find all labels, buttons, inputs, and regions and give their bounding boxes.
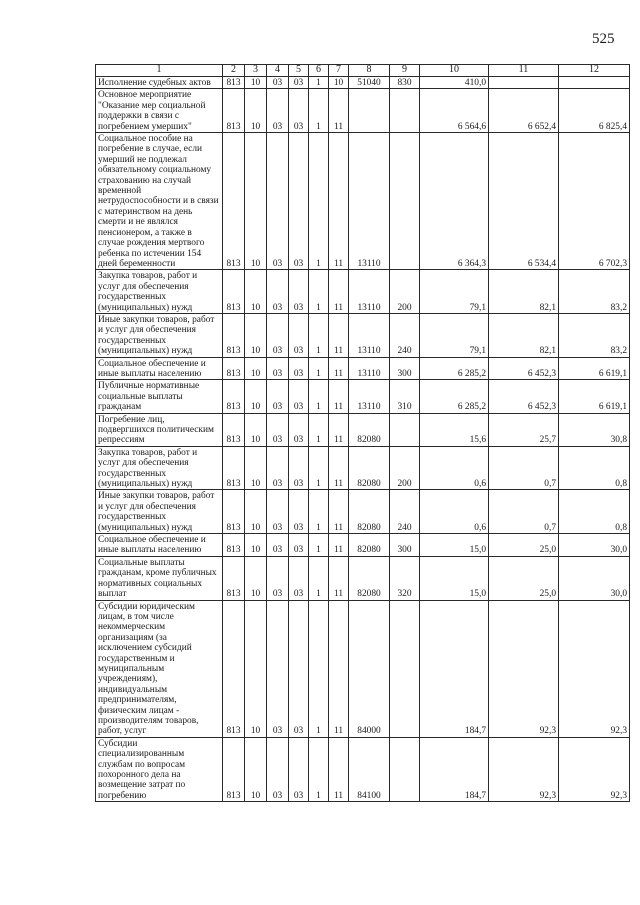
cell-c12: 6 702,3 [559,133,630,270]
cell-c11: 6 452,3 [489,380,559,413]
table-row [96,270,630,314]
cell-c2: 813 [223,77,245,89]
cell-c6: 1 [309,737,329,801]
cell-c12: 6 825,4 [559,89,630,133]
cell-c11: 25,0 [489,556,559,600]
cell-c11: 92,3 [489,600,559,737]
cell-c4: 03 [267,270,289,314]
cell-c6: 1 [309,556,329,600]
cell-c6: 1 [309,534,329,557]
cell-c9 [390,600,420,737]
cell-c8: 82080 [349,446,390,490]
cell-c9: 320 [390,556,420,600]
cell-c9 [390,89,420,133]
cell-c7: 11 [329,133,349,270]
row-name: Социальное обеспечение и иные выплаты населению [96,357,223,380]
row-name: Социальное пособие на погребение в случае, если умерший не подлежал обязательному социальному страхованию на случай временной нетрудоспособности и в связи с материнством на день смерти и не являлся пенсионером, а также в случае рождения мертвого ребенка по истечении 154 дней беременности [96,133,223,270]
cell-c9: 300 [390,534,420,557]
cell-c11: 6 534,4 [489,133,559,270]
cell-c7: 11 [329,737,349,801]
table-row [96,600,630,737]
cell-c12: 92,3 [559,737,630,801]
row-name: Иные закупки товаров, работ и услуг для обеспечения государственных (муниципальных) нужд [96,490,223,534]
cell-c5: 03 [289,556,309,600]
cell-c10: 79,1 [420,270,489,314]
cell-c11: 0,7 [489,490,559,534]
column-header: 1 [96,65,223,77]
cell-c9: 240 [390,313,420,357]
cell-c10: 0,6 [420,446,489,490]
cell-c3: 10 [245,490,267,534]
cell-c2: 813 [223,490,245,534]
cell-c10: 184,7 [420,600,489,737]
cell-c12: 0,8 [559,490,630,534]
table-row [96,737,630,801]
cell-c7: 11 [329,313,349,357]
cell-c8: 82080 [349,534,390,557]
cell-c4: 03 [267,380,289,413]
row-name: Основное мероприятие "Оказание мер социальной поддержки в связи с погребением умерших" [96,89,223,133]
table-row [96,556,630,600]
cell-c6: 1 [309,413,329,446]
cell-c5: 03 [289,133,309,270]
cell-c9 [390,413,420,446]
cell-c4: 03 [267,737,289,801]
cell-c11: 25,7 [489,413,559,446]
column-header: 6 [309,65,329,77]
cell-c3: 10 [245,313,267,357]
cell-c11: 92,3 [489,737,559,801]
cell-c8: 13110 [349,380,390,413]
cell-c7: 11 [329,357,349,380]
cell-c11: 82,1 [489,270,559,314]
budget-table [95,64,630,802]
cell-c2: 813 [223,600,245,737]
cell-c2: 813 [223,133,245,270]
cell-c2: 813 [223,89,245,133]
cell-c10: 6 564,6 [420,89,489,133]
cell-c3: 10 [245,556,267,600]
cell-c5: 03 [289,534,309,557]
cell-c10: 6 285,2 [420,380,489,413]
cell-c4: 03 [267,89,289,133]
cell-c7: 11 [329,490,349,534]
column-header: 5 [289,65,309,77]
row-name: Социальное обеспечение и иные выплаты населению [96,534,223,557]
cell-c6: 1 [309,133,329,270]
table-row [96,77,630,89]
row-name: Социальные выплаты гражданам, кроме публичных нормативных социальных выплат [96,556,223,600]
cell-c9: 200 [390,270,420,314]
row-name: Исполнение судебных актов [96,77,223,89]
cell-c9: 830 [390,77,420,89]
cell-c4: 03 [267,313,289,357]
cell-c7: 11 [329,413,349,446]
cell-c11: 6 652,4 [489,89,559,133]
cell-c11: 0,7 [489,446,559,490]
cell-c8: 13110 [349,133,390,270]
cell-c9: 310 [390,380,420,413]
cell-c8: 13110 [349,270,390,314]
cell-c5: 03 [289,313,309,357]
table-row [96,490,630,534]
cell-c6: 1 [309,270,329,314]
cell-c5: 03 [289,490,309,534]
cell-c10: 0,6 [420,490,489,534]
cell-c6: 1 [309,357,329,380]
cell-c9 [390,737,420,801]
table-row [96,534,630,557]
cell-c12: 0,8 [559,446,630,490]
cell-c6: 1 [309,89,329,133]
cell-c3: 10 [245,413,267,446]
cell-c12: 92,3 [559,600,630,737]
cell-c12: 30,8 [559,413,630,446]
row-name: Погребение лиц, подвергшихся политическим репрессиям [96,413,223,446]
cell-c9: 240 [390,490,420,534]
cell-c6: 1 [309,313,329,357]
cell-c10: 15,0 [420,556,489,600]
cell-c11: 82,1 [489,313,559,357]
column-header: 11 [489,65,559,77]
cell-c2: 813 [223,534,245,557]
cell-c10: 410,0 [420,77,489,89]
cell-c4: 03 [267,413,289,446]
cell-c2: 813 [223,380,245,413]
cell-c4: 03 [267,490,289,534]
cell-c8: 13110 [349,357,390,380]
row-name: Закупка товаров, работ и услуг для обеспечения государственных (муниципальных) нужд [96,270,223,314]
cell-c10: 6 364,3 [420,133,489,270]
cell-c9 [390,133,420,270]
cell-c10: 184,7 [420,737,489,801]
table-row [96,357,630,380]
cell-c11: 6 452,3 [489,357,559,380]
row-name: Закупка товаров, работ и услуг для обеспечения государственных (муниципальных) нужд [96,446,223,490]
cell-c4: 03 [267,446,289,490]
cell-c11 [489,77,559,89]
cell-c8: 82080 [349,556,390,600]
cell-c8: 82080 [349,413,390,446]
cell-c4: 03 [267,357,289,380]
row-name: Субсидии юридическим лицам, в том числе некоммерческим организациям (за исключением субсидий государственным и муниципальным учреждениям), индивидуальным предпринимателям, физическим лицам - производителям товаров, работ, услуг [96,600,223,737]
column-header: 2 [223,65,245,77]
page-number: 525 [592,31,615,47]
cell-c2: 813 [223,313,245,357]
cell-c5: 03 [289,737,309,801]
cell-c6: 1 [309,77,329,89]
cell-c12: 6 619,1 [559,357,630,380]
cell-c2: 813 [223,446,245,490]
cell-c8: 84100 [349,737,390,801]
table-row [96,89,630,133]
table-row [96,133,630,270]
column-header: 7 [329,65,349,77]
cell-c4: 03 [267,556,289,600]
cell-c3: 10 [245,446,267,490]
cell-c2: 813 [223,413,245,446]
cell-c2: 813 [223,556,245,600]
cell-c3: 10 [245,133,267,270]
cell-c7: 10 [329,77,349,89]
cell-c7: 11 [329,556,349,600]
cell-c3: 10 [245,380,267,413]
cell-c2: 813 [223,357,245,380]
cell-c5: 03 [289,357,309,380]
cell-c5: 03 [289,270,309,314]
cell-c4: 03 [267,133,289,270]
cell-c3: 10 [245,600,267,737]
cell-c3: 10 [245,357,267,380]
cell-c10: 15,0 [420,534,489,557]
row-name: Субсидии специализированным службам по вопросам похоронного дела на возмещение затрат по погребению [96,737,223,801]
cell-c6: 1 [309,380,329,413]
cell-c4: 03 [267,600,289,737]
cell-c12 [559,77,630,89]
cell-c9: 300 [390,357,420,380]
cell-c8: 51040 [349,77,390,89]
cell-c7: 11 [329,380,349,413]
cell-c8 [349,89,390,133]
cell-c7: 11 [329,89,349,133]
cell-c10: 6 285,2 [420,357,489,380]
cell-c4: 03 [267,77,289,89]
column-header: 4 [267,65,289,77]
cell-c5: 03 [289,89,309,133]
cell-c8: 84000 [349,600,390,737]
cell-c2: 813 [223,737,245,801]
cell-c5: 03 [289,446,309,490]
cell-c7: 11 [329,270,349,314]
row-name: Иные закупки товаров, работ и услуг для обеспечения государственных (муниципальных) нужд [96,313,223,357]
cell-c3: 10 [245,534,267,557]
column-header: 10 [420,65,489,77]
cell-c5: 03 [289,600,309,737]
cell-c8: 82080 [349,490,390,534]
cell-c12: 30,0 [559,534,630,557]
table-row [96,313,630,357]
cell-c8: 13110 [349,313,390,357]
cell-c6: 1 [309,446,329,490]
table-row [96,446,630,490]
column-header: 9 [390,65,420,77]
cell-c10: 15,6 [420,413,489,446]
cell-c12: 30,0 [559,556,630,600]
cell-c3: 10 [245,77,267,89]
cell-c2: 813 [223,270,245,314]
table-row [96,413,630,446]
table-row [96,380,630,413]
cell-c12: 83,2 [559,270,630,314]
cell-c3: 10 [245,89,267,133]
cell-c6: 1 [309,490,329,534]
row-name: Публичные нормативные социальные выплаты гражданам [96,380,223,413]
cell-c7: 11 [329,446,349,490]
cell-c6: 1 [309,600,329,737]
cell-c10: 79,1 [420,313,489,357]
cell-c12: 83,2 [559,313,630,357]
cell-c3: 10 [245,737,267,801]
cell-c7: 11 [329,600,349,737]
column-header: 3 [245,65,267,77]
cell-c5: 03 [289,77,309,89]
cell-c4: 03 [267,534,289,557]
cell-c11: 25,0 [489,534,559,557]
cell-c5: 03 [289,413,309,446]
table-header-row [96,65,630,77]
cell-c7: 11 [329,534,349,557]
cell-c3: 10 [245,270,267,314]
cell-c9: 200 [390,446,420,490]
cell-c5: 03 [289,380,309,413]
cell-c12: 6 619,1 [559,380,630,413]
column-header: 8 [349,65,390,77]
column-header: 12 [559,65,630,77]
